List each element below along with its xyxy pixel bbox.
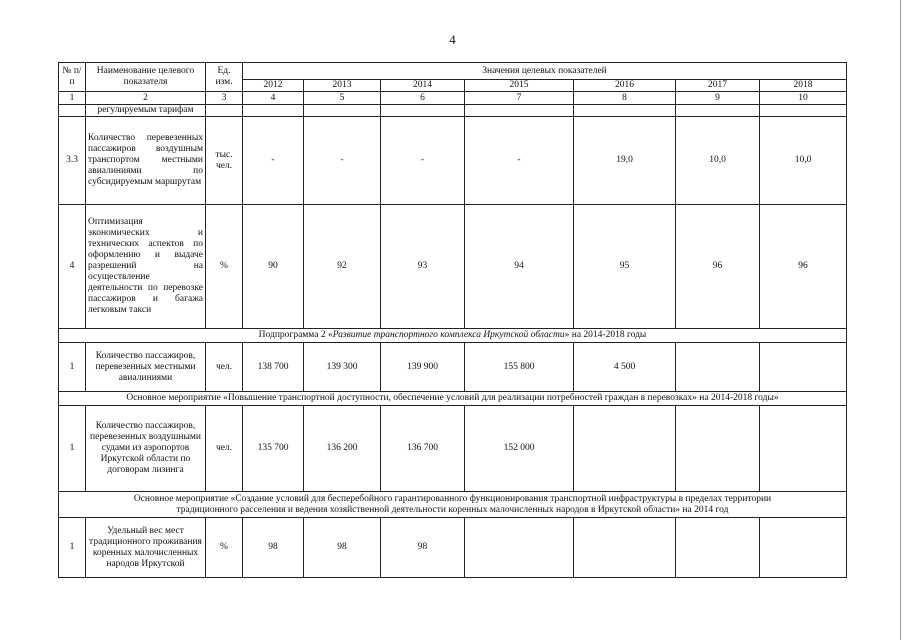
value-cell: 19,0 [574, 117, 676, 205]
target-indicators-table [58, 62, 847, 578]
header-year: 2013 [304, 80, 381, 92]
row-number: 1 [59, 406, 86, 492]
value-cell: 92 [304, 205, 381, 329]
value-cell [760, 343, 847, 392]
table-row [59, 343, 847, 392]
column-number: 4 [243, 92, 304, 105]
page-number: 4 [449, 32, 456, 47]
header-values-title: Значения целевых показателей [243, 63, 847, 80]
column-number: 9 [676, 92, 760, 105]
column-numbers-row [59, 92, 847, 105]
value-cell: 90 [243, 205, 304, 329]
value-cell [574, 518, 676, 578]
value-cell: - [243, 117, 304, 205]
value-cell: 94 [465, 205, 574, 329]
header-year: 2016 [574, 80, 676, 92]
value-cell: 135 700 [243, 406, 304, 492]
indicator-name: Количество пассажиров, перевезенных воздушными судами из аэропортов Иркутской области по договорам лизинга [86, 406, 206, 492]
value-cell: 138 700 [243, 343, 304, 392]
header-col-num: № п/п [59, 63, 86, 92]
value-cell: 95 [574, 205, 676, 329]
value-cell: 4 500 [574, 343, 676, 392]
value-cell [760, 518, 847, 578]
subprogram-title: Подпрограмма 2 «Развитие транспортного комплекса Иркутской области» на 2014-2018 годы [59, 329, 847, 343]
header-year: 2018 [760, 80, 847, 92]
value-cell: 136 200 [304, 406, 381, 492]
value-cell: 136 700 [381, 406, 465, 492]
value-cell [760, 406, 847, 492]
value-cell: - [304, 117, 381, 205]
column-number: 3 [206, 92, 243, 105]
table-row [59, 205, 847, 329]
section-row-main-activity [59, 392, 847, 406]
value-cell: 10,0 [760, 117, 847, 205]
value-cell [465, 518, 574, 578]
table-row [59, 406, 847, 492]
header-col-unit: Ед. изм. [206, 63, 243, 92]
column-number: 2 [86, 92, 206, 105]
column-number: 6 [381, 92, 465, 105]
unit: чел. [206, 406, 243, 492]
main-activity-title: Основное мероприятие «Повышение транспортной доступности, обеспечение условий для реализации потребностей граждан в перевозках» на 2014-2018 годы» [59, 392, 847, 406]
column-number: 8 [574, 92, 676, 105]
value-cell [676, 406, 760, 492]
table-row [59, 518, 847, 578]
header-year: 2014 [381, 80, 465, 92]
section-row-main-activity [59, 492, 847, 518]
header-year: 2012 [243, 80, 304, 92]
value-cell: 93 [381, 205, 465, 329]
indicator-name: Количество перевезенных пассажиров воздушным транспортом местными авиалиниями по субсидируемым маршрутам [86, 117, 206, 205]
column-number: 7 [465, 92, 574, 105]
header-year: 2017 [676, 80, 760, 92]
unit: % [206, 205, 243, 329]
column-number: 1 [59, 92, 86, 105]
header-col-name: Наименование целевого показателя [86, 63, 206, 92]
value-cell [676, 518, 760, 578]
indicator-name: регулируемым тарифам [86, 105, 206, 117]
row-number: 1 [59, 343, 86, 392]
value-cell: 10,0 [676, 117, 760, 205]
indicator-name: Удельный вес мест традиционного проживания коренных малочисленных народов Иркутской [86, 518, 206, 578]
table-row-continuation [59, 105, 847, 117]
value-cell: 139 300 [304, 343, 381, 392]
column-number: 5 [304, 92, 381, 105]
value-cell: 96 [760, 205, 847, 329]
header-year: 2015 [465, 80, 574, 92]
value-cell [676, 343, 760, 392]
value-cell: 152 000 [465, 406, 574, 492]
section-row-subprogram [59, 329, 847, 343]
value-cell: 155 800 [465, 343, 574, 392]
row-number: 1 [59, 518, 86, 578]
unit: чел. [206, 343, 243, 392]
row-number: 3.3 [59, 117, 86, 205]
indicator-name: Количество пассажиров, перевезенных местными авиалиниями [86, 343, 206, 392]
value-cell: 98 [304, 518, 381, 578]
value-cell: 98 [381, 518, 465, 578]
value-cell: 139 900 [381, 343, 465, 392]
header-row [59, 63, 847, 80]
table-row [59, 117, 847, 205]
row-number: 4 [59, 205, 86, 329]
scan-edge-line [900, 0, 901, 640]
value-cell: 96 [676, 205, 760, 329]
value-cell: - [465, 117, 574, 205]
unit: тыс. чел. [206, 117, 243, 205]
indicator-name: Оптимизация экономических и технических аспектов по оформлению и выдаче разрешений на осуществление деятельности по перевозке пассажиров и багажа легковым такси [86, 205, 206, 329]
column-number: 10 [760, 92, 847, 105]
value-cell: 98 [243, 518, 304, 578]
main-activity-title: Основное мероприятие «Создание условий для бесперебойного гарантированного функционирования транспортной инфраструктуры в пределах территории традиционного расселения и ведения хозяйственной деятельности коренных малочисленных народов в Иркутской области» на 2014 год [59, 492, 847, 518]
value-cell [574, 406, 676, 492]
unit: % [206, 518, 243, 578]
subprogram-name: Развитие транспортного комплекса Иркутской области [332, 330, 565, 340]
value-cell: - [381, 117, 465, 205]
